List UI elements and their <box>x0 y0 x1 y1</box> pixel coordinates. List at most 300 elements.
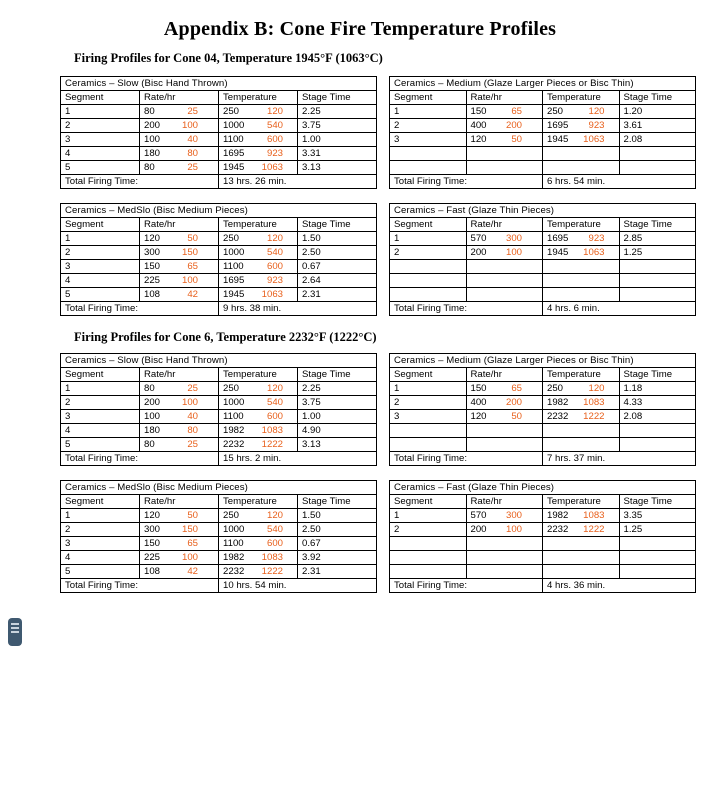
cell-temperature <box>219 119 298 133</box>
temp-celsius: 1083 <box>261 552 283 563</box>
table-title: Ceramics – Slow (Bisc Hand Thrown) <box>61 354 377 368</box>
page-title: Appendix B: Cone Fire Temperature Profiles <box>163 18 557 40</box>
rate-fahrenheit: 300 <box>144 524 161 535</box>
cell-temperature <box>543 161 620 175</box>
temp-celsius: 540 <box>266 524 283 535</box>
table-row <box>390 105 696 119</box>
rate-celsius: 25 <box>187 106 198 117</box>
cell-temperature <box>543 396 620 410</box>
cell-segment: 4 <box>61 551 140 565</box>
column-header-segment: Segment <box>390 218 467 232</box>
total-value: 6 hrs. 54 min. <box>543 175 696 189</box>
table-header-row <box>390 495 696 509</box>
cell-stage-time: 3.35 <box>619 509 696 523</box>
column-header-segment: Segment <box>390 368 467 382</box>
total-value: 7 hrs. 37 min. <box>543 452 696 466</box>
cell-segment <box>390 288 467 302</box>
temp-celsius: 120 <box>266 383 283 394</box>
cell-temperature <box>219 523 298 537</box>
temp-fahrenheit: 250 <box>223 106 240 117</box>
temp-celsius: 1083 <box>261 425 283 436</box>
cell-segment: 4 <box>61 274 140 288</box>
rate-fahrenheit: 108 <box>144 566 161 577</box>
rate-celsius: 100 <box>181 275 198 286</box>
table-row <box>390 509 696 523</box>
cell-segment: 1 <box>390 105 467 119</box>
rate-celsius: 100 <box>181 120 198 131</box>
table-row <box>390 410 696 424</box>
cell-stage-time: 3.31 <box>298 147 377 161</box>
cell-segment <box>390 260 467 274</box>
cell-temperature <box>219 105 298 119</box>
cell-stage-time <box>619 551 696 565</box>
cell-rate <box>140 509 219 523</box>
table-row <box>61 438 377 452</box>
profile-table-cone6-medium <box>389 353 696 466</box>
cell-temperature <box>219 382 298 396</box>
cell-stage-time <box>619 537 696 551</box>
cell-temperature <box>543 232 620 246</box>
temp-fahrenheit: 1982 <box>223 552 245 563</box>
table-row <box>61 537 377 551</box>
cell-rate <box>140 565 219 579</box>
temp-celsius: 600 <box>266 538 283 549</box>
total-label: Total Firing Time: <box>61 302 219 316</box>
rate-fahrenheit: 80 <box>144 106 155 117</box>
profile-table-cone6-medslo <box>60 480 377 593</box>
rate-fahrenheit: 400 <box>470 397 487 408</box>
table-row-empty <box>390 260 696 274</box>
total-row <box>390 175 696 189</box>
cell-rate <box>466 119 543 133</box>
temp-fahrenheit: 1982 <box>547 397 569 408</box>
rate-fahrenheit: 100 <box>144 134 161 145</box>
cell-stage-time: 3.13 <box>298 438 377 452</box>
cell-temperature <box>543 565 620 579</box>
cell-stage-time: 2.50 <box>298 246 377 260</box>
cell-stage-time: 1.50 <box>298 232 377 246</box>
total-label: Total Firing Time: <box>390 302 543 316</box>
cell-rate <box>466 133 543 147</box>
table-header-row <box>61 495 377 509</box>
cell-segment: 2 <box>390 396 467 410</box>
table-title-row <box>390 77 696 91</box>
table-title-row <box>61 481 377 495</box>
column-header-temperature: Temperature <box>219 495 298 509</box>
total-label: Total Firing Time: <box>390 579 543 593</box>
cell-temperature <box>543 246 620 260</box>
cell-stage-time <box>619 147 696 161</box>
temp-fahrenheit: 1000 <box>223 524 245 535</box>
cell-temperature <box>219 410 298 424</box>
cell-stage-time: 3.92 <box>298 551 377 565</box>
cell-rate <box>466 161 543 175</box>
rate-celsius: 40 <box>187 134 198 145</box>
cell-rate <box>466 438 543 452</box>
temp-fahrenheit: 1945 <box>223 289 245 300</box>
column-header-rate: Rate/hr <box>140 368 219 382</box>
cell-stage-time: 4.90 <box>298 424 377 438</box>
section-caption-cone04: Firing Profiles for Cone 04, Temperature 1945°F (1063°C) <box>74 51 383 65</box>
cell-temperature <box>543 424 620 438</box>
cell-temperature <box>219 509 298 523</box>
cell-rate <box>466 105 543 119</box>
cell-segment <box>390 537 467 551</box>
cell-temperature <box>219 260 298 274</box>
temp-fahrenheit: 1100 <box>223 134 244 145</box>
temp-celsius: 1063 <box>583 134 605 145</box>
cell-segment: 3 <box>61 260 140 274</box>
total-row <box>61 175 377 189</box>
cell-temperature <box>543 260 620 274</box>
column-header-rate: Rate/hr <box>466 495 543 509</box>
cell-rate <box>140 382 219 396</box>
cell-temperature <box>543 382 620 396</box>
cell-rate <box>466 424 543 438</box>
table-title: Ceramics – Fast (Glaze Thin Pieces) <box>390 481 696 495</box>
cell-stage-time: 3.75 <box>298 396 377 410</box>
rate-celsius: 50 <box>511 411 522 422</box>
cell-rate <box>140 537 219 551</box>
rate-celsius: 150 <box>181 524 198 535</box>
temp-fahrenheit: 1000 <box>223 247 245 258</box>
temp-celsius: 1083 <box>583 510 605 521</box>
rate-celsius: 40 <box>187 411 198 422</box>
table-title: Ceramics – MedSlo (Bisc Medium Pieces) <box>61 481 377 495</box>
temp-celsius: 1063 <box>583 247 605 258</box>
rate-fahrenheit: 225 <box>144 552 161 563</box>
rate-fahrenheit: 180 <box>144 148 161 159</box>
total-label: Total Firing Time: <box>61 452 219 466</box>
rate-fahrenheit: 108 <box>144 289 161 300</box>
table-row-empty <box>390 551 696 565</box>
cell-rate <box>140 438 219 452</box>
cell-stage-time: 2.08 <box>619 133 696 147</box>
table-row <box>61 551 377 565</box>
rate-celsius: 65 <box>511 383 522 394</box>
cell-rate <box>466 537 543 551</box>
table-row-empty <box>390 537 696 551</box>
cell-temperature <box>219 147 298 161</box>
temp-celsius: 120 <box>266 233 283 244</box>
cell-segment: 1 <box>390 382 467 396</box>
total-row <box>61 579 377 593</box>
table-row <box>61 288 377 302</box>
table-title-row <box>390 481 696 495</box>
temp-celsius: 600 <box>266 411 283 422</box>
temp-fahrenheit: 1982 <box>223 425 245 436</box>
cell-rate <box>140 410 219 424</box>
cell-temperature <box>543 147 620 161</box>
cell-stage-time <box>619 424 696 438</box>
temp-celsius: 120 <box>588 106 605 117</box>
table-header-row <box>61 368 377 382</box>
temp-fahrenheit: 1695 <box>547 120 569 131</box>
cell-rate <box>140 260 219 274</box>
temp-fahrenheit: 2232 <box>223 566 245 577</box>
cell-stage-time: 3.61 <box>619 119 696 133</box>
table-row <box>61 232 377 246</box>
cell-temperature <box>219 232 298 246</box>
cell-segment <box>390 438 467 452</box>
table-row-group <box>0 480 720 593</box>
cell-stage-time: 3.13 <box>298 161 377 175</box>
cell-rate <box>140 424 219 438</box>
temp-fahrenheit: 1982 <box>547 510 569 521</box>
column-header-segment: Segment <box>61 218 140 232</box>
cell-rate <box>140 551 219 565</box>
temp-fahrenheit: 1945 <box>547 134 569 145</box>
temp-celsius: 600 <box>266 134 283 145</box>
table-row <box>61 523 377 537</box>
column-header-segment: Segment <box>390 495 467 509</box>
cell-rate <box>466 260 543 274</box>
temp-fahrenheit: 1000 <box>223 120 245 131</box>
column-header-stage-time: Stage Time <box>298 368 377 382</box>
temp-fahrenheit: 1945 <box>547 247 569 258</box>
table-row <box>61 565 377 579</box>
cell-segment <box>390 161 467 175</box>
section-caption-cone6: Firing Profiles for Cone 6, Temperature 2232°F (1222°C) <box>74 330 377 344</box>
cell-temperature <box>543 105 620 119</box>
cell-temperature <box>219 551 298 565</box>
table-row <box>61 119 377 133</box>
cell-rate <box>140 288 219 302</box>
rate-fahrenheit: 150 <box>144 538 161 549</box>
temp-celsius: 540 <box>266 247 283 258</box>
table-title: Ceramics – MedSlo (Bisc Medium Pieces) <box>61 204 377 218</box>
rate-celsius: 25 <box>187 439 198 450</box>
cell-stage-time: 1.20 <box>619 105 696 119</box>
table-row <box>61 147 377 161</box>
table-title-row <box>61 77 377 91</box>
temp-celsius: 1222 <box>261 439 283 450</box>
cell-temperature <box>219 133 298 147</box>
rate-fahrenheit: 180 <box>144 425 161 436</box>
cell-temperature <box>219 424 298 438</box>
temp-celsius: 120 <box>588 383 605 394</box>
page-side-tab-icon[interactable] <box>8 618 22 646</box>
cell-rate <box>466 147 543 161</box>
cell-rate <box>466 396 543 410</box>
rate-celsius: 200 <box>505 397 522 408</box>
cell-segment: 4 <box>61 424 140 438</box>
cell-segment: 5 <box>61 288 140 302</box>
rate-fahrenheit: 400 <box>470 120 487 131</box>
cell-rate <box>466 288 543 302</box>
cell-stage-time: 2.25 <box>298 382 377 396</box>
temp-celsius: 923 <box>266 148 283 159</box>
table-row <box>390 396 696 410</box>
rate-fahrenheit: 150 <box>470 106 487 117</box>
cell-temperature <box>219 537 298 551</box>
cell-segment: 2 <box>61 119 140 133</box>
temp-fahrenheit: 1695 <box>223 275 245 286</box>
table-row <box>390 133 696 147</box>
cell-rate <box>466 382 543 396</box>
cell-rate <box>140 396 219 410</box>
cell-segment: 3 <box>390 133 467 147</box>
cell-segment: 1 <box>61 105 140 119</box>
column-header-rate: Rate/hr <box>466 368 543 382</box>
cell-segment: 2 <box>390 523 467 537</box>
cell-temperature <box>543 133 620 147</box>
table-header-row <box>390 368 696 382</box>
table-title: Ceramics – Slow (Bisc Hand Thrown) <box>61 77 377 91</box>
temp-celsius: 1222 <box>261 566 283 577</box>
table-title: Ceramics – Medium (Glaze Larger Pieces or Bisc Thin) <box>390 354 696 368</box>
table-row <box>61 424 377 438</box>
temp-fahrenheit: 2232 <box>547 411 569 422</box>
column-header-rate: Rate/hr <box>466 91 543 105</box>
cell-segment: 1 <box>61 232 140 246</box>
column-header-temperature: Temperature <box>543 368 620 382</box>
total-row <box>61 302 377 316</box>
cell-stage-time: 1.50 <box>298 509 377 523</box>
cell-rate <box>140 246 219 260</box>
profile-table-cone04-fast <box>389 203 696 316</box>
cell-segment: 4 <box>61 147 140 161</box>
cell-stage-time: 1.00 <box>298 133 377 147</box>
rate-celsius: 42 <box>187 289 198 300</box>
temp-fahrenheit: 250 <box>547 106 564 117</box>
table-row <box>61 396 377 410</box>
rate-celsius: 42 <box>187 566 198 577</box>
cell-rate <box>466 232 543 246</box>
cell-stage-time: 0.67 <box>298 260 377 274</box>
profile-table-cone6-slow <box>60 353 377 466</box>
table-row <box>61 509 377 523</box>
cell-temperature <box>219 438 298 452</box>
column-header-temperature: Temperature <box>219 218 298 232</box>
table-row-empty <box>390 424 696 438</box>
cell-stage-time: 4.33 <box>619 396 696 410</box>
rate-fahrenheit: 200 <box>144 397 161 408</box>
rate-celsius: 100 <box>181 397 198 408</box>
table-header-row <box>61 91 377 105</box>
table-header-row <box>390 218 696 232</box>
cell-segment: 1 <box>61 382 140 396</box>
cell-temperature <box>543 438 620 452</box>
table-header-row <box>61 218 377 232</box>
cell-rate <box>140 119 219 133</box>
temp-fahrenheit: 250 <box>547 383 564 394</box>
total-value: 9 hrs. 38 min. <box>219 302 377 316</box>
temp-fahrenheit: 1000 <box>223 397 245 408</box>
cell-segment: 3 <box>61 133 140 147</box>
column-header-rate: Rate/hr <box>140 218 219 232</box>
column-header-segment: Segment <box>61 495 140 509</box>
table-row-empty <box>390 161 696 175</box>
cell-stage-time: 1.25 <box>619 523 696 537</box>
column-header-temperature: Temperature <box>543 91 620 105</box>
rate-celsius: 65 <box>187 538 198 549</box>
table-row <box>390 523 696 537</box>
temp-fahrenheit: 1695 <box>223 148 245 159</box>
cell-stage-time: 1.00 <box>298 410 377 424</box>
table-row <box>390 119 696 133</box>
table-title-row <box>390 204 696 218</box>
total-row <box>390 452 696 466</box>
cell-stage-time: 2.85 <box>619 232 696 246</box>
cell-rate <box>140 232 219 246</box>
temp-fahrenheit: 250 <box>223 233 240 244</box>
cell-segment: 1 <box>390 232 467 246</box>
column-header-segment: Segment <box>390 91 467 105</box>
rate-fahrenheit: 570 <box>470 510 487 521</box>
cell-segment: 5 <box>61 565 140 579</box>
table-row <box>61 274 377 288</box>
total-label: Total Firing Time: <box>390 452 543 466</box>
table-row-empty <box>390 438 696 452</box>
document-page <box>0 18 720 794</box>
rate-fahrenheit: 120 <box>470 134 487 145</box>
table-row <box>61 133 377 147</box>
table-row <box>390 382 696 396</box>
rate-fahrenheit: 150 <box>144 261 161 272</box>
cell-rate <box>140 523 219 537</box>
rate-fahrenheit: 200 <box>470 247 487 258</box>
rate-fahrenheit: 120 <box>144 510 161 521</box>
tables-grid <box>0 76 720 593</box>
total-value: 10 hrs. 54 min. <box>219 579 377 593</box>
rate-celsius: 100 <box>181 552 198 563</box>
table-row-group <box>0 76 720 189</box>
table-row-empty <box>390 274 696 288</box>
cell-rate <box>140 133 219 147</box>
table-row <box>61 410 377 424</box>
cell-segment: 5 <box>61 161 140 175</box>
table-title-row <box>61 204 377 218</box>
temp-fahrenheit: 250 <box>223 383 240 394</box>
table-row <box>61 105 377 119</box>
cell-temperature <box>543 288 620 302</box>
cell-stage-time <box>619 565 696 579</box>
cell-temperature <box>543 119 620 133</box>
cell-stage-time: 0.67 <box>298 537 377 551</box>
table-row-group <box>0 203 720 316</box>
cell-temperature <box>219 288 298 302</box>
total-label: Total Firing Time: <box>61 175 219 189</box>
rate-fahrenheit: 100 <box>144 411 161 422</box>
temp-celsius: 540 <box>266 120 283 131</box>
profile-table-cone6-fast <box>389 480 696 593</box>
total-value: 13 hrs. 26 min. <box>219 175 377 189</box>
cell-rate <box>466 551 543 565</box>
table-row-empty <box>390 288 696 302</box>
temp-fahrenheit: 1100 <box>223 261 244 272</box>
cell-stage-time: 2.25 <box>298 105 377 119</box>
cell-segment: 1 <box>61 509 140 523</box>
table-row-group <box>0 353 720 466</box>
rate-fahrenheit: 570 <box>470 233 487 244</box>
temp-celsius: 600 <box>266 261 283 272</box>
rate-fahrenheit: 225 <box>144 275 161 286</box>
temp-fahrenheit: 2232 <box>547 524 569 535</box>
column-header-stage-time: Stage Time <box>619 495 696 509</box>
column-header-stage-time: Stage Time <box>619 368 696 382</box>
column-header-segment: Segment <box>61 368 140 382</box>
rate-fahrenheit: 80 <box>144 383 155 394</box>
rate-celsius: 200 <box>505 120 522 131</box>
cell-rate <box>140 161 219 175</box>
rate-celsius: 25 <box>187 383 198 394</box>
cell-segment: 2 <box>61 523 140 537</box>
column-header-temperature: Temperature <box>543 495 620 509</box>
cell-segment: 2 <box>61 246 140 260</box>
table-row <box>61 161 377 175</box>
table-row <box>390 246 696 260</box>
